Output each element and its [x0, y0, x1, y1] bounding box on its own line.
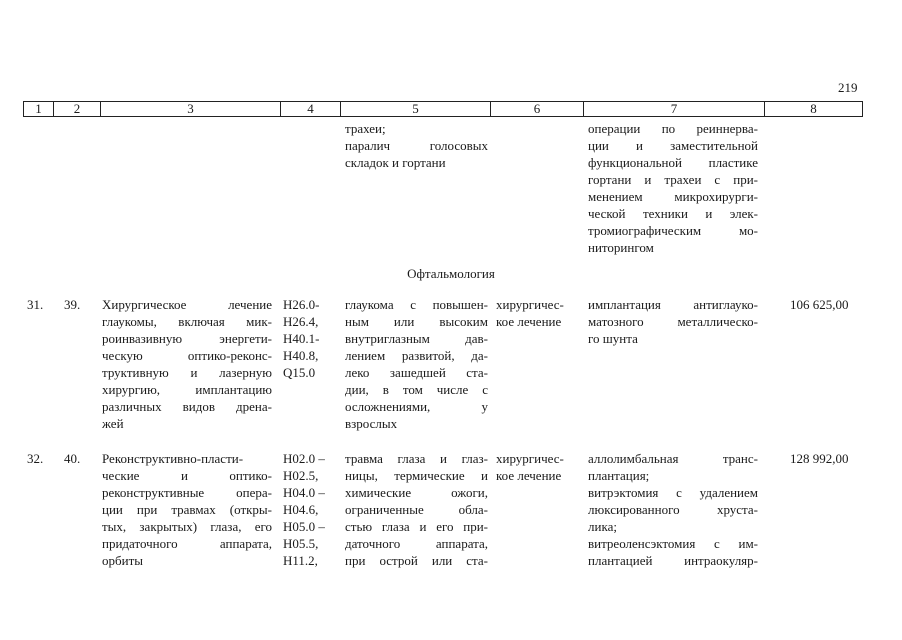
- row-number: 32.: [27, 451, 44, 466]
- text-line: жей: [102, 416, 124, 431]
- table-header: [23, 101, 863, 117]
- row-subnumber: 39.: [64, 297, 81, 312]
- text-line: роинвазивную энергети-: [102, 331, 272, 346]
- text-line: придаточного аппарата,: [102, 536, 272, 551]
- text-line: взрослых: [345, 416, 398, 431]
- text-line: ческие и оптико-: [102, 468, 272, 483]
- header-cell: 8: [810, 101, 817, 116]
- text-line: H26.4,: [283, 314, 319, 329]
- text-line: хирургичес-: [496, 297, 564, 312]
- icd-codes-cell: [283, 450, 341, 569]
- header-cell: 5: [341, 102, 491, 116]
- text-line: ции и заместительной: [588, 138, 758, 153]
- text-line: осложнениями, у: [345, 399, 488, 414]
- text-line: реконструктивные опера-: [102, 485, 272, 500]
- text-line: трахеи;: [345, 121, 386, 136]
- header-cell: 7: [584, 102, 765, 116]
- text-line: менением микрохирурги-: [588, 189, 758, 204]
- text-line: дии, в том числе с: [345, 382, 488, 397]
- text-line: лика;: [588, 519, 617, 534]
- text-line: Хирургическое лечение: [102, 297, 272, 312]
- row-number: 31.: [27, 297, 44, 312]
- text-line: лением развитой, да-: [345, 348, 488, 363]
- cont-treatment-cell: [588, 120, 758, 256]
- cost-value: 106 625,00: [790, 297, 849, 312]
- treatment-method-cell: [588, 450, 758, 569]
- text-line: труктивную и лазерную: [102, 365, 272, 380]
- header-cell: 2: [54, 102, 101, 116]
- text-line: паралич голосовых: [345, 138, 488, 153]
- text-line: ческую оптико-реконс-: [102, 348, 272, 363]
- text-line: H04.0 –: [283, 485, 325, 500]
- text-line: глаукома с повышен-: [345, 297, 488, 312]
- text-line: ции при травмах (откры-: [102, 502, 272, 517]
- text-line: плантация;: [588, 468, 650, 483]
- header-cell: 4: [281, 102, 341, 116]
- cost-value: 128 992,00: [790, 451, 849, 466]
- text-line: химические ожоги,: [345, 485, 488, 500]
- treatment-type-cell: [496, 296, 576, 330]
- text-line: даточного аппарата,: [345, 536, 488, 551]
- text-line: ницы, термические и: [345, 468, 488, 483]
- text-line: стью глаза и его при-: [345, 519, 488, 534]
- text-line: внутриглазным дав-: [345, 331, 488, 346]
- text-line: хирургичес-: [496, 451, 564, 466]
- text-line: гортани и трахеи с при-: [588, 172, 758, 187]
- diagnosis-cell: [345, 296, 488, 432]
- cont-diagnosis-cell: [345, 120, 488, 171]
- method-cell: [102, 296, 272, 432]
- text-line: различных видов дрена-: [102, 399, 272, 414]
- treatment-type-cell: [496, 450, 576, 484]
- text-line: витреоленсэктомия с им-: [588, 536, 758, 551]
- row-subnumber: 40.: [64, 451, 81, 466]
- treatment-method-cell: [588, 296, 758, 347]
- header-cell: 1: [24, 102, 54, 116]
- text-line: ограниченные обла-: [345, 502, 488, 517]
- text-line: H05.0 –: [283, 519, 325, 534]
- header-cell: 6: [491, 102, 584, 116]
- diagnosis-cell: [345, 450, 488, 569]
- text-line: аллолимбальная транс-: [588, 451, 758, 466]
- text-line: го шунта: [588, 331, 638, 346]
- text-line: витрэктомия с удалением: [588, 485, 758, 500]
- icd-codes-cell: [283, 296, 341, 381]
- text-line: H40.1-: [283, 331, 320, 346]
- text-line: Реконструктивно-пласти-: [102, 451, 244, 466]
- page-number: 219: [838, 80, 858, 95]
- text-line: H26.0-: [283, 297, 320, 312]
- text-line: ческой техники и элек-: [588, 206, 758, 221]
- text-line: H05.5,: [283, 536, 319, 551]
- text-line: матозного металлическо-: [588, 314, 758, 329]
- text-line: функциональной пластике: [588, 155, 758, 170]
- text-line: глаукомы, включая мик-: [102, 314, 272, 329]
- text-line: H02.0 –: [283, 451, 325, 466]
- text-line: Q15.0: [283, 365, 316, 380]
- text-line: леко зашедшей ста-: [345, 365, 488, 380]
- text-line: тромиографическим мо-: [588, 223, 758, 238]
- method-cell: [102, 450, 272, 569]
- text-line: операции по реиннерва-: [588, 121, 758, 136]
- text-line: складок и гортани: [345, 155, 446, 170]
- text-line: кое лечение: [496, 314, 562, 329]
- text-line: орбиты: [102, 553, 143, 568]
- text-line: при острой или ста-: [345, 553, 488, 568]
- text-line: ниторингом: [588, 240, 654, 255]
- text-line: травма глаза и глаз-: [345, 451, 488, 466]
- text-line: имплантация антиглауко-: [588, 297, 758, 312]
- text-line: плантацией интраокуляр-: [588, 553, 758, 568]
- text-line: H02.5,: [283, 468, 319, 483]
- text-line: хирургию, имплантацию: [102, 382, 272, 397]
- section-title: Офтальмология: [407, 266, 495, 281]
- text-line: кое лечение: [496, 468, 562, 483]
- header-cell: 3: [101, 102, 281, 116]
- text-line: H11.2,: [283, 553, 318, 568]
- text-line: люксированного хруста-: [588, 502, 758, 517]
- text-line: H04.6,: [283, 502, 319, 517]
- text-line: ным или высоким: [345, 314, 488, 329]
- text-line: тых, закрытых) глаза, его: [102, 519, 272, 534]
- text-line: H40.8,: [283, 348, 319, 363]
